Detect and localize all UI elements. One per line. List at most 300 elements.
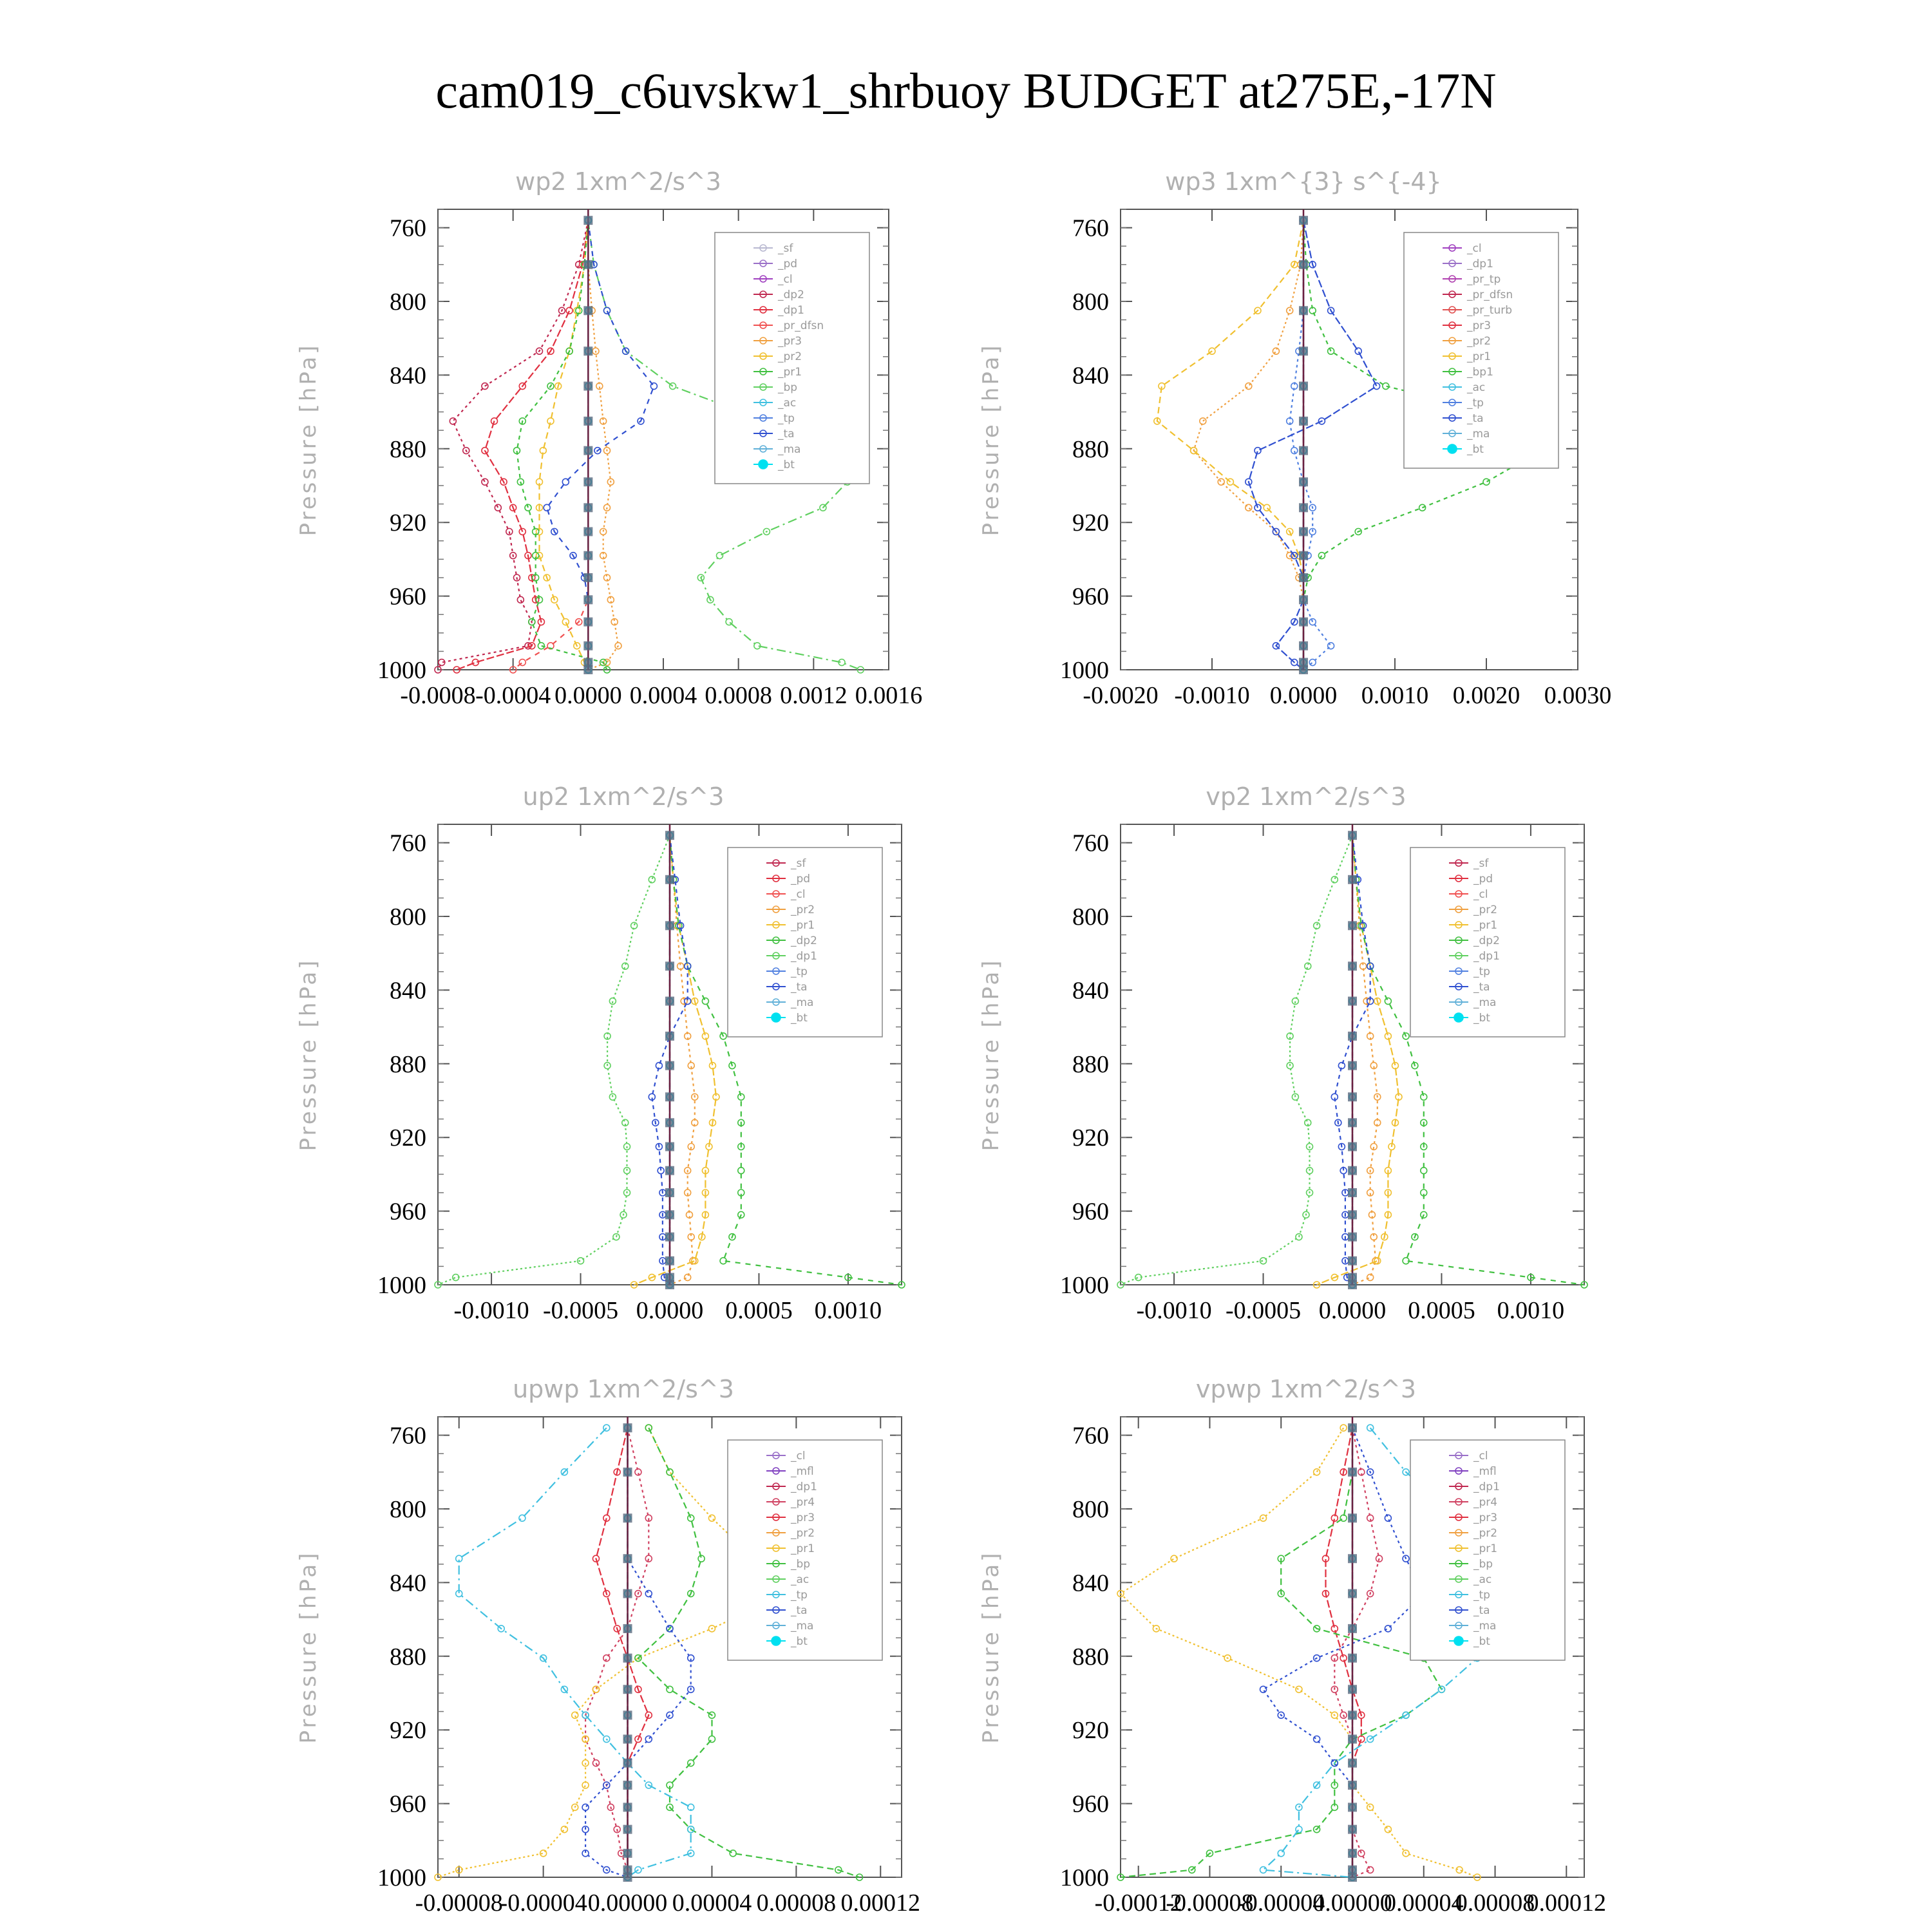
zero-marker [583, 551, 592, 560]
x-tick-label: 0.0008 [705, 682, 772, 709]
data-point [688, 1515, 694, 1521]
legend-label: _ta [1473, 981, 1490, 994]
legend-label: _bp [1473, 1558, 1493, 1571]
zero-marker [1299, 618, 1308, 627]
x-tick-label: 0.0012 [780, 682, 848, 709]
legend-label: _cl [1473, 888, 1488, 901]
y-tick-label: 880 [1072, 435, 1109, 463]
x-tick-label: 0.00008 [756, 1889, 837, 1917]
zero-marker [665, 1142, 674, 1151]
y-tick-label: 800 [390, 289, 426, 316]
x-tick-label: 0.0010 [1361, 682, 1429, 709]
legend-label: _ma [1467, 428, 1490, 440]
data-point [645, 1425, 652, 1431]
data-point [1340, 1425, 1347, 1431]
data-point [1385, 998, 1391, 1005]
y-tick-label: 1000 [1060, 1272, 1109, 1299]
series-line-tp [459, 1428, 691, 1877]
x-tick-label: 0.0004 [629, 682, 697, 709]
zero-marker [1348, 1654, 1357, 1663]
chart-panel-5 [978, 1375, 1606, 1917]
zero-marker [1299, 417, 1308, 426]
zero-marker [1299, 260, 1308, 269]
legend-label: _pr3 [791, 1511, 815, 1524]
legend-label: _ac [1467, 381, 1486, 394]
x-tick-label: 0.0020 [1452, 682, 1520, 709]
y-tick-label: 880 [390, 1643, 426, 1671]
data-point [1318, 553, 1325, 559]
zero-marker [1348, 1759, 1357, 1768]
legend-label: _ta [778, 428, 795, 440]
legend-label: _pr1 [778, 366, 802, 379]
chart-panel-2 [296, 782, 905, 1324]
y-axis-label: Pressure [hPa] [296, 1550, 321, 1744]
x-tick-label: 0.00012 [840, 1889, 921, 1917]
legend-label: _dp1 [1467, 258, 1493, 270]
zero-marker [1348, 961, 1357, 971]
data-point [1374, 383, 1380, 390]
zero-marker [623, 1654, 632, 1663]
zero-marker [1348, 1685, 1357, 1694]
legend-label: _bt [1467, 443, 1484, 456]
y-tick-label: 880 [1072, 1050, 1109, 1078]
x-tick-label: -0.00012 [1094, 1889, 1182, 1917]
zero-marker [665, 1233, 674, 1242]
zero-marker [1348, 921, 1357, 930]
series-line-tp [1290, 220, 1331, 670]
data-point [1331, 876, 1338, 883]
zero-marker [665, 1188, 674, 1197]
y-tick-label: 760 [390, 829, 426, 857]
legend-label: _ta [791, 981, 808, 994]
legend-marker [1454, 1636, 1463, 1645]
y-tick-label: 880 [390, 435, 426, 463]
series-line-pr4 [585, 1428, 649, 1877]
data-point [1260, 1867, 1267, 1873]
legend-label: _cl [791, 888, 806, 901]
data-point [1314, 1469, 1320, 1475]
zero-marker [1299, 641, 1308, 650]
y-tick-label: 960 [1072, 1790, 1109, 1818]
zero-marker [1348, 1061, 1357, 1070]
y-tick-label: 800 [1072, 904, 1109, 931]
zero-marker [665, 921, 674, 930]
chart-panel-0 [296, 167, 922, 709]
panel-title: up2 1xm^2/s^3 [522, 782, 724, 811]
zero-marker [665, 1166, 674, 1175]
zero-marker [1348, 1803, 1357, 1812]
data-point [572, 1712, 578, 1718]
zero-marker [1348, 1423, 1357, 1432]
zero-marker [665, 1210, 674, 1219]
y-tick-label: 800 [390, 904, 426, 931]
legend-label: _dp2 [791, 934, 817, 947]
series-line-ta [1249, 220, 1377, 670]
legend-label: _pr1 [1467, 350, 1492, 363]
panel-title: wp2 1xm^2/s^3 [515, 167, 721, 196]
legend-label: _tp [791, 1589, 808, 1602]
data-point [517, 596, 524, 603]
legend-label: _ta [791, 1604, 808, 1617]
zero-marker [583, 477, 592, 486]
y-tick-label: 920 [390, 1717, 426, 1745]
zero-marker [1348, 1233, 1357, 1242]
data-point [649, 876, 655, 883]
y-tick-label: 800 [1072, 1496, 1109, 1523]
y-axis-label: Pressure [hPa] [978, 958, 1004, 1151]
y-tick-label: 920 [390, 1124, 426, 1152]
legend-label: _bt [778, 459, 795, 471]
y-tick-label: 960 [1072, 1198, 1109, 1226]
legend-label: _pr_tp [1467, 273, 1501, 286]
legend-label: _sf [1473, 857, 1489, 870]
x-tick-label: 0.0016 [855, 682, 923, 709]
data-point [645, 1591, 652, 1597]
data-point [1309, 659, 1316, 666]
zero-marker [1348, 875, 1357, 884]
zero-marker [665, 1092, 674, 1101]
legend-label: _mfl [1473, 1465, 1497, 1478]
zero-marker [665, 1256, 674, 1265]
x-tick-label: -0.0010 [1174, 682, 1250, 709]
zero-marker [583, 216, 592, 225]
x-tick-label: 0.00004 [672, 1889, 752, 1917]
zero-marker [1299, 527, 1308, 536]
legend-label: _ta [1467, 412, 1484, 425]
legend-label: _bp [778, 381, 798, 394]
legend-label: _pr2 [791, 904, 815, 916]
y-axis-label: Pressure [hPa] [978, 343, 1004, 536]
zero-marker [583, 306, 592, 315]
zero-marker [583, 641, 592, 650]
zero-marker [623, 1849, 632, 1858]
panel-title: vp2 1xm^2/s^3 [1206, 782, 1406, 811]
panel-title: wp3 1xm^{3} s^{-4} [1165, 167, 1442, 196]
x-tick-label: -0.0008 [400, 682, 476, 709]
zero-marker [1299, 551, 1308, 560]
data-point [1278, 1850, 1284, 1857]
legend-label: _cl [1473, 1450, 1488, 1463]
y-tick-label: 840 [1072, 977, 1109, 1005]
x-tick-label: -0.00004 [1237, 1889, 1325, 1917]
series-line-ta [1264, 1428, 1424, 1877]
zero-marker [1348, 1849, 1357, 1858]
zero-marker [583, 417, 592, 426]
data-point [1218, 478, 1224, 485]
legend-label: _bt [1473, 1012, 1490, 1025]
zero-marker [1348, 1624, 1357, 1633]
zero-marker [1348, 1825, 1357, 1834]
zero-marker [1348, 1710, 1357, 1719]
y-tick-label: 760 [1072, 1422, 1109, 1450]
zero-marker [1299, 382, 1308, 391]
legend-label: _pr_dfsn [1467, 289, 1513, 301]
x-tick-label: -0.00008 [1166, 1889, 1254, 1917]
page-title: cam019_c6uvskw1_shrbuoy BUDGET at275E,-17N [435, 62, 1497, 118]
data-point [708, 1736, 715, 1743]
zero-marker [583, 595, 592, 604]
data-point [726, 619, 732, 625]
y-tick-label: 920 [390, 509, 426, 537]
zero-marker [583, 382, 592, 391]
zero-marker [623, 1423, 632, 1432]
legend-label: _pr2 [778, 350, 802, 363]
data-point [482, 478, 488, 485]
data-point [562, 478, 569, 485]
y-tick-label: 1000 [1060, 657, 1109, 684]
legend-label: _dp1 [1473, 950, 1500, 963]
zero-marker [623, 1735, 632, 1744]
legend-label: _pr1 [791, 1542, 815, 1555]
zero-marker [623, 1759, 632, 1768]
data-point [1385, 1826, 1391, 1833]
data-point [1385, 1625, 1391, 1632]
x-tick-label: 0.0010 [814, 1297, 882, 1324]
data-point [1296, 1686, 1302, 1692]
x-tick-label: 0.0000 [1318, 1297, 1387, 1324]
panel-title: upwp 1xm^2/s^3 [513, 1375, 734, 1403]
data-point [1358, 1736, 1365, 1743]
series-line-dp1 [1121, 835, 1352, 1285]
y-tick-label: 920 [1072, 1717, 1109, 1745]
data-point [708, 1515, 715, 1521]
zero-marker [1348, 1589, 1357, 1598]
legend-label: _pr_turb [1467, 304, 1513, 317]
data-point [1355, 348, 1361, 354]
data-point [702, 998, 708, 1005]
x-tick-label: 0.00008 [1455, 1889, 1535, 1917]
data-point [1483, 478, 1490, 485]
x-tick-label: -0.0010 [1136, 1297, 1212, 1324]
zero-marker [1348, 1142, 1357, 1151]
data-point [738, 1168, 744, 1174]
data-point [604, 307, 611, 314]
x-tick-label: -0.0005 [542, 1297, 619, 1324]
y-tick-label: 760 [390, 1422, 426, 1450]
data-point [1273, 348, 1279, 354]
data-point [1367, 1867, 1374, 1873]
x-tick-label: -0.00004 [499, 1889, 587, 1917]
zero-marker [1348, 1188, 1357, 1197]
y-tick-label: 800 [390, 1496, 426, 1523]
data-point [592, 1760, 599, 1766]
zero-marker [1299, 477, 1308, 486]
zero-marker [583, 527, 592, 536]
data-point [519, 1515, 526, 1521]
legend-label: _tp [1473, 965, 1490, 978]
zero-marker [623, 1873, 632, 1882]
zero-marker [623, 1624, 632, 1633]
x-tick-label: -0.0005 [1225, 1297, 1302, 1324]
x-tick-label: 0.00000 [1312, 1889, 1392, 1917]
data-point [1200, 418, 1206, 424]
legend-label: _ac [791, 1573, 810, 1586]
x-tick-label: 0.0010 [1497, 1297, 1565, 1324]
x-tick-label: 0.0000 [636, 1297, 704, 1324]
legend-label: _pd [778, 258, 798, 270]
data-point [519, 659, 526, 666]
zero-marker [1348, 831, 1357, 840]
y-tick-label: 1000 [377, 1864, 426, 1891]
series-line-pr2 [1194, 220, 1303, 670]
series-line-ta [547, 220, 654, 670]
legend-label: _pr2 [1473, 904, 1498, 916]
series-line-pr1 [517, 220, 607, 670]
legend-label: _pr1 [1473, 1542, 1498, 1555]
legend-label: _pr1 [791, 919, 815, 932]
zero-marker [623, 1513, 632, 1522]
zero-marker [583, 503, 592, 512]
data-point [578, 1258, 584, 1264]
legend-label: _cl [791, 1450, 806, 1463]
legend-label: _bp1 [1467, 366, 1493, 379]
data-point [1260, 1258, 1267, 1264]
legend-marker [772, 1013, 781, 1022]
legend-label: _dp1 [778, 304, 804, 317]
data-point [650, 383, 657, 390]
data-point [1314, 1736, 1320, 1743]
zero-marker [665, 1118, 674, 1127]
zero-marker [1348, 1554, 1357, 1563]
zero-marker [1348, 1468, 1357, 1477]
zero-marker [1348, 1256, 1357, 1265]
zero-marker [1299, 446, 1308, 455]
data-point [609, 998, 616, 1005]
legend-label: _sf [778, 242, 793, 255]
y-axis-label: Pressure [hPa] [296, 343, 321, 536]
x-tick-label: 0.00004 [1384, 1889, 1464, 1917]
y-tick-label: 760 [1072, 214, 1109, 242]
legend-label: _pd [1473, 873, 1493, 886]
data-point [561, 1826, 567, 1833]
legend-label: _dp2 [778, 289, 804, 301]
y-tick-label: 880 [390, 1050, 426, 1078]
y-tick-label: 960 [390, 1790, 426, 1818]
data-point [450, 418, 456, 424]
legend-label: _ma [1473, 996, 1497, 1009]
data-point [1245, 504, 1252, 511]
zero-marker [1299, 503, 1308, 512]
series-line-dp2 [438, 220, 588, 670]
series-line-pr3 [596, 1428, 649, 1877]
x-tick-label: 0.00012 [1526, 1889, 1607, 1917]
panel-title: vpwp 1xm^2/s^3 [1195, 1375, 1417, 1403]
zero-marker [665, 1280, 674, 1289]
y-tick-label: 1000 [1060, 1864, 1109, 1891]
zero-marker [665, 875, 674, 884]
legend-label: _pr2 [791, 1527, 815, 1540]
x-tick-label: 0.0005 [725, 1297, 793, 1324]
data-point [1292, 998, 1298, 1005]
legend-label: _tp [778, 412, 795, 425]
zero-marker [583, 573, 592, 582]
series-line-dp1 [438, 835, 670, 1285]
y-tick-label: 840 [390, 1569, 426, 1597]
zero-marker [1348, 1032, 1357, 1041]
legend-label: _ma [791, 1620, 814, 1633]
zero-marker [1348, 1735, 1357, 1744]
chart-panel-4 [296, 1375, 920, 1917]
zero-marker [1299, 346, 1308, 355]
y-tick-label: 960 [390, 583, 426, 611]
legend-label: _pr_dfsn [778, 319, 824, 332]
zero-marker [583, 346, 592, 355]
zero-marker [1299, 595, 1308, 604]
legend-label: _pr1 [1473, 919, 1498, 932]
legend-label: _bt [791, 1012, 808, 1025]
legend-label: _bt [1473, 1635, 1490, 1648]
y-tick-label: 1000 [377, 1272, 426, 1299]
y-tick-label: 880 [1072, 1643, 1109, 1671]
legend-label: _dp1 [1473, 1481, 1500, 1493]
legend-label: _cl [778, 273, 793, 286]
legend-label: _tp [791, 965, 808, 978]
zero-marker [623, 1554, 632, 1563]
x-tick-label: -0.0020 [1083, 682, 1159, 709]
x-tick-label: 0.00000 [587, 1889, 668, 1917]
legend-label: _pr2 [1473, 1527, 1498, 1540]
y-tick-label: 840 [390, 362, 426, 390]
legend-label: _pr2 [1467, 335, 1492, 348]
zero-marker [1348, 1210, 1357, 1219]
zero-marker [1348, 1513, 1357, 1522]
y-tick-label: 840 [1072, 1569, 1109, 1597]
series-line-ta [585, 1428, 691, 1877]
data-point [688, 1760, 694, 1766]
zero-marker [623, 1710, 632, 1719]
data-point [667, 1469, 673, 1475]
legend-label: _pr3 [778, 335, 802, 348]
data-point [667, 1686, 673, 1692]
data-point [582, 1804, 589, 1810]
y-tick-label: 1000 [377, 657, 426, 684]
data-point [1296, 1826, 1302, 1833]
data-point [717, 553, 723, 559]
x-tick-label: -0.0004 [475, 682, 551, 709]
legend-label: _pr4 [1473, 1496, 1498, 1509]
zero-marker [665, 831, 674, 840]
y-tick-label: 960 [1072, 583, 1109, 611]
legend-label: _bp [791, 1558, 811, 1571]
legend-label: _cl [1467, 242, 1482, 255]
series-line-pr_dfsn [513, 220, 589, 670]
legend-label: _ma [791, 996, 814, 1009]
zero-marker [583, 260, 592, 269]
data-point [1328, 643, 1334, 649]
data-point [562, 619, 569, 625]
data-point [1245, 383, 1252, 390]
legend-marker [1454, 1013, 1463, 1022]
data-point [1358, 1850, 1365, 1857]
legend-label: _bt [791, 1635, 808, 1648]
series-line-pr1 [1157, 220, 1303, 670]
data-point [1367, 1425, 1374, 1431]
legend-label: _pr3 [1473, 1511, 1498, 1524]
y-tick-label: 840 [390, 977, 426, 1005]
x-tick-label: 0.0000 [1269, 682, 1338, 709]
legend-label: _sf [791, 857, 806, 870]
data-point [1264, 504, 1270, 511]
y-tick-label: 920 [1072, 509, 1109, 537]
zero-marker [1348, 1092, 1357, 1101]
legend-label: _tp [1473, 1589, 1490, 1602]
zero-marker [1299, 306, 1308, 315]
zero-marker [583, 446, 592, 455]
y-tick-label: 960 [390, 1198, 426, 1226]
zero-marker [623, 1589, 632, 1598]
legend-label: _pr4 [791, 1496, 815, 1509]
data-point [1385, 1515, 1391, 1521]
